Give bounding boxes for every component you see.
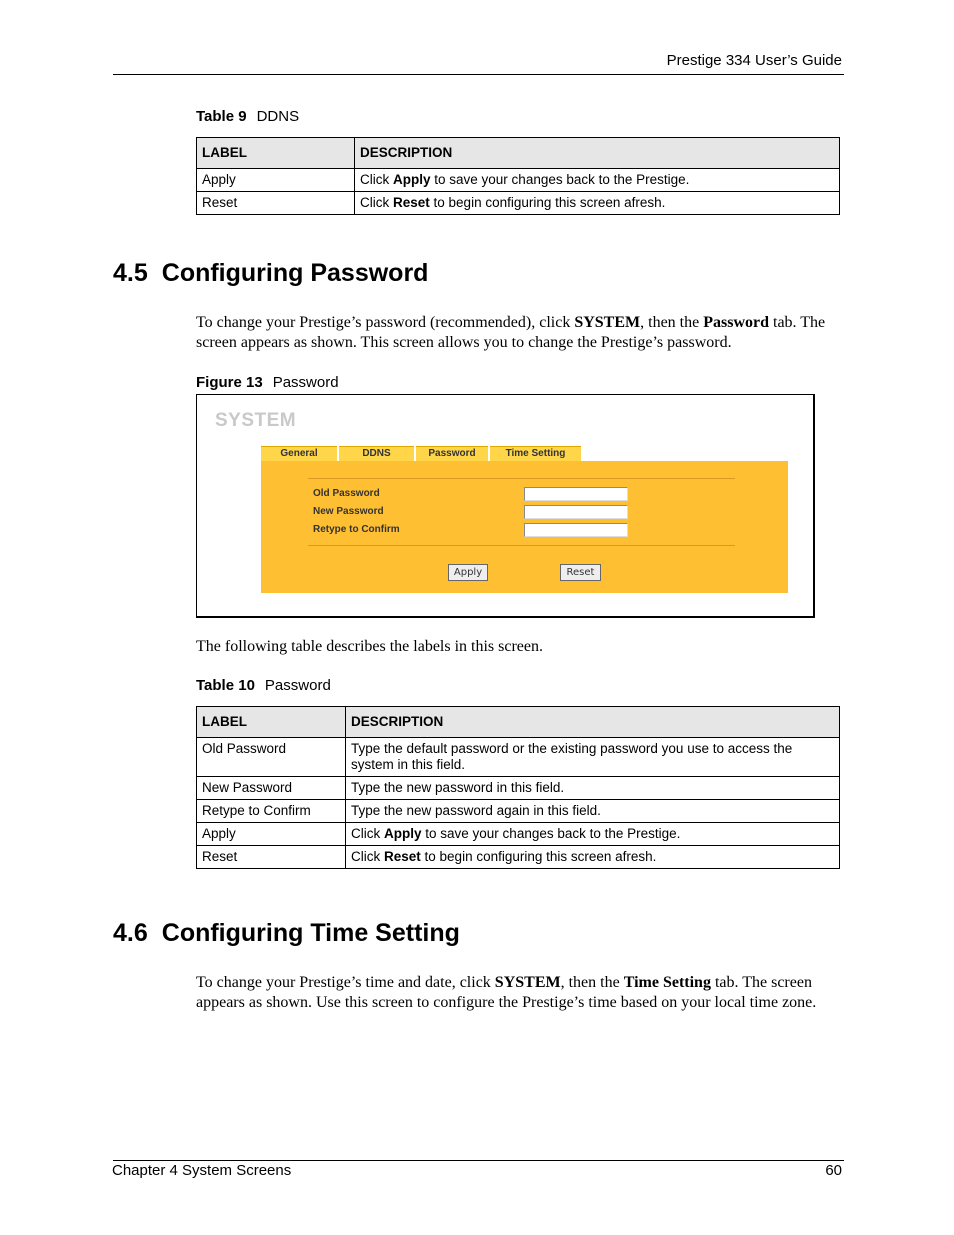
table10-row-description: Type the new password again in this field.	[346, 800, 840, 823]
tab-password[interactable]: Password	[416, 446, 488, 461]
footer-chapter: Chapter 4 System Screens	[112, 1162, 292, 1179]
panel-divider-bottom	[308, 545, 735, 546]
table-intro-text: The following table describes the labels in this screen.	[196, 638, 544, 655]
old-password-label: Old Password	[313, 488, 380, 499]
table9	[196, 137, 840, 215]
table9-row-label: Apply	[197, 169, 355, 192]
table10-row-description: Type the default password or the existing password you use to access the system in this field.	[346, 738, 840, 777]
table-row	[197, 169, 840, 192]
table10-header-description: DESCRIPTION	[346, 707, 840, 738]
table10-row-description: Click Apply to save your changes back to the Prestige.	[346, 823, 840, 846]
table10-row-label: New Password	[197, 777, 346, 800]
new-password-label: New Password	[313, 506, 384, 517]
password-screenshot	[196, 394, 815, 618]
table-row	[197, 823, 840, 846]
reset-button[interactable]: Reset	[560, 564, 601, 581]
tab-ddns[interactable]: DDNS	[339, 446, 414, 461]
new-password-input[interactable]	[524, 505, 628, 519]
table10	[196, 706, 840, 869]
figure13-caption-label: Figure 13	[196, 374, 263, 391]
section-heading-4-6: 4.6 Configuring Time Setting	[113, 919, 460, 947]
tab-general[interactable]: General	[261, 446, 337, 461]
retype-confirm-input[interactable]	[524, 523, 628, 537]
old-password-input[interactable]	[524, 487, 628, 501]
table9-caption-label: Table 9	[196, 108, 247, 125]
table-row	[197, 777, 840, 800]
header-rule	[113, 74, 844, 75]
retype-confirm-label: Retype to Confirm	[313, 524, 400, 535]
table-row	[197, 846, 840, 869]
table-row	[197, 738, 840, 777]
figure13-caption-title: Password	[272, 374, 339, 391]
table-row	[197, 192, 840, 215]
section-4-6-paragraph: To change your Prestige’s time and date, click SYSTEM, then the Time Setting tab. The screen appears as shown. Use this screen to configure the Prestige’s time based on your local time zone.	[196, 974, 817, 1011]
tab-time-setting[interactable]: Time Setting	[490, 446, 581, 461]
table9-caption	[196, 108, 299, 125]
table9-header-description: DESCRIPTION	[355, 138, 840, 169]
table10-header-label: LABEL	[197, 707, 346, 738]
figure13-caption	[196, 374, 339, 391]
table9-row-description: Click Apply to save your changes back to the Prestige.	[355, 169, 840, 192]
panel-divider-top	[308, 478, 735, 479]
section-heading-4-5: 4.5 Configuring Password	[113, 259, 429, 287]
table10-caption-title: Password	[264, 677, 331, 694]
table10-row-label: Old Password	[197, 738, 346, 777]
table10-row-label: Reset	[197, 846, 346, 869]
table9-row-description: Click Reset to begin configuring this screen afresh.	[355, 192, 840, 215]
table10-caption	[196, 677, 331, 694]
footer-rule	[113, 1160, 844, 1161]
system-title: SYSTEM	[215, 410, 297, 431]
table10-row-label: Retype to Confirm	[197, 800, 346, 823]
table9-header-label: LABEL	[197, 138, 355, 169]
table10-caption-label: Table 10	[196, 677, 255, 694]
section-4-5-paragraph: To change your Prestige’s password (recommended), click SYSTEM, then the Password tab. The screen appears as shown. This screen allows you to change the Prestige’s password.	[196, 314, 826, 351]
page-number: 60	[825, 1162, 842, 1179]
running-header: Prestige 334 User’s Guide	[666, 52, 842, 69]
table9-caption-title: DDNS	[256, 108, 300, 125]
table10-row-label: Apply	[197, 823, 346, 846]
apply-button[interactable]: Apply	[448, 564, 488, 581]
table10-row-description: Type the new password in this field.	[346, 777, 840, 800]
table-row	[197, 800, 840, 823]
table10-row-description: Click Reset to begin configuring this screen afresh.	[346, 846, 840, 869]
password-panel	[261, 461, 788, 593]
table9-row-label: Reset	[197, 192, 355, 215]
